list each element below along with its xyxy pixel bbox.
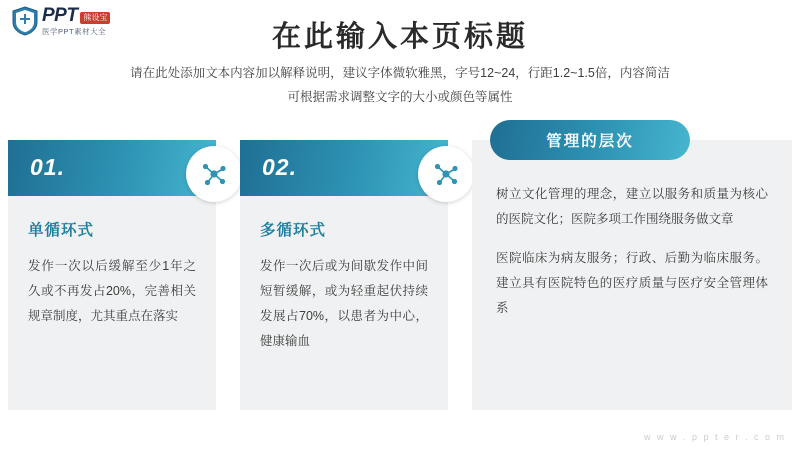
- card-01-number: 01.: [30, 154, 65, 180]
- logo-brand: PPT: [42, 5, 78, 27]
- subtitle-line-1: 请在此处添加文本内容加以解释说明，建议字体微软雅黑，字号12~24，行距1.2~1.5倍，内容简洁: [130, 66, 670, 80]
- card-01-header: [8, 140, 216, 196]
- card-02-number: 02.: [262, 154, 297, 180]
- network-nodes-icon: [418, 146, 474, 202]
- content-cards: [0, 133, 800, 420]
- card-01-text: 发作一次以后缓解至少1年之久或不再发占20%，完善相关规章制度，尤其重点在落实: [28, 259, 196, 323]
- panel-tab-label: 管理的层次: [490, 120, 690, 160]
- panel-body: [472, 140, 792, 321]
- card-01-title: 单循环式: [28, 222, 95, 239]
- logo-badge: 熊设宝: [80, 12, 110, 24]
- logo-tagline: 医学PPT素材大全: [42, 27, 107, 37]
- page-subtitle: [0, 62, 800, 110]
- card-02-text: 发作一次后或为间歇发作中间短暂缓解，或为轻重起伏持续发展占70%，以患者为中心，健康输血: [260, 259, 428, 348]
- panel-paragraph-1: 树立文化管理的理念，建立以服务和质量为核心的医院文化；医院多项工作围绕服务做文章: [496, 187, 768, 226]
- page-title: 在此输入本页标题: [271, 21, 528, 53]
- card-01: [8, 140, 216, 410]
- card-02-header: [240, 140, 448, 196]
- card-02-title: 多循环式: [260, 222, 327, 239]
- subtitle-line-2: 可根据需求调整文字的大小或颜色等属性: [287, 89, 513, 104]
- footer-watermark: w w w . p p t e r . c o m: [643, 432, 786, 442]
- management-panel: [472, 133, 792, 410]
- card-02: [240, 140, 448, 410]
- card-02-body: [240, 196, 448, 354]
- card-01-body: [8, 196, 216, 329]
- network-nodes-icon: [186, 146, 242, 202]
- panel-paragraph-2: 医院临床为病友服务；行政、后勤为临床服务。建立具有医院特色的医疗质量与医疗安全管理体系: [496, 251, 768, 315]
